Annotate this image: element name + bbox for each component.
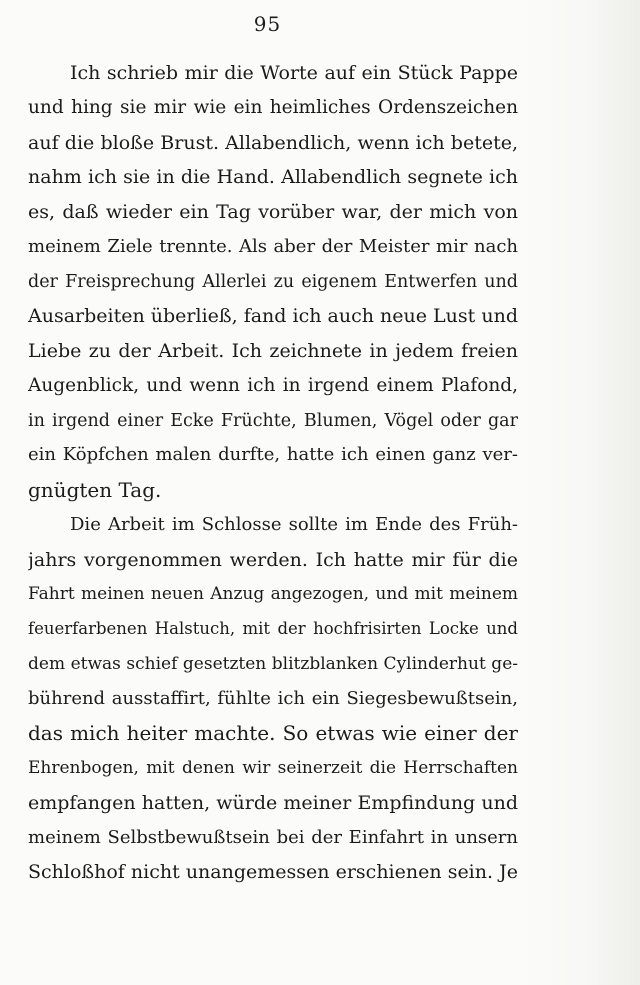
text-line: dem etwas schief gesetzten blitzblanken Cylinderhut ge- xyxy=(28,653,518,674)
text-line: gnügten Tag. xyxy=(28,478,162,502)
text-line: der Freisprechung Allerlei zu eigenem Entwerfen und xyxy=(28,271,518,292)
text-line: feuerfarbenen Halstuch, mit der hochfrisirten Locke und xyxy=(28,619,518,638)
text-line: und hing sie mir wie ein heimliches Ordenszeichen xyxy=(28,96,518,118)
text-line: es, daß wieder ein Tag vorüber war, der mich von xyxy=(28,201,518,223)
text-line: jahrs vorgenommen werden. Ich hatte mir für die xyxy=(28,548,518,571)
text-line: in irgend einer Ecke Früchte, Blumen, Vögel oder gar xyxy=(28,410,518,431)
text-line: Die Arbeit im Schlosse sollte im Ende des Früh- xyxy=(70,513,518,535)
text-line: Fahrt meinen neuen Anzug angezogen, und mit meinem xyxy=(28,584,518,605)
text-line: empfangen hatten, würde meiner Empfindung und xyxy=(28,791,518,814)
text-line: Ehrenbogen, mit denen wir seinerzeit die Herrschaften xyxy=(28,758,518,778)
text-line: Liebe zu der Arbeit. Ich zeichnete in jedem freien xyxy=(28,340,518,362)
text-line: nahm ich sie in die Hand. Allabendlich segnete ich xyxy=(28,166,518,189)
text-line: auf die bloße Brust. Allabendlich, wenn ich betete, xyxy=(28,131,518,154)
text-line: Schloßhof nicht unangemessen erschienen sein. Je xyxy=(28,861,518,884)
text-line: Ausarbeiten überließ, fand ich auch neue Lust und xyxy=(28,305,518,328)
page-number: 95 xyxy=(253,12,282,36)
text-line: bührend ausstaffirt, fühlte ich ein Siegesbewußtsein, xyxy=(28,687,518,709)
text-line: meinem Selbstbewußtsein bei der Einfahrt in unsern xyxy=(28,826,518,848)
text-line: Ich schrieb mir die Worte auf ein Stück Pappe xyxy=(70,62,518,84)
text-line: ein Köpfchen malen durfte, hatte ich einen ganz ver- xyxy=(28,444,518,466)
body-text xyxy=(28,56,518,890)
text-line: das mich heiter machte. So etwas wie einer der xyxy=(28,721,518,746)
text-line: meinem Ziele trennte. Als aber der Meister mir nach xyxy=(28,235,518,257)
text-line: Augenblick, und wenn ich in irgend einem Plafond, xyxy=(28,374,518,396)
page-edge-shading xyxy=(522,0,640,985)
